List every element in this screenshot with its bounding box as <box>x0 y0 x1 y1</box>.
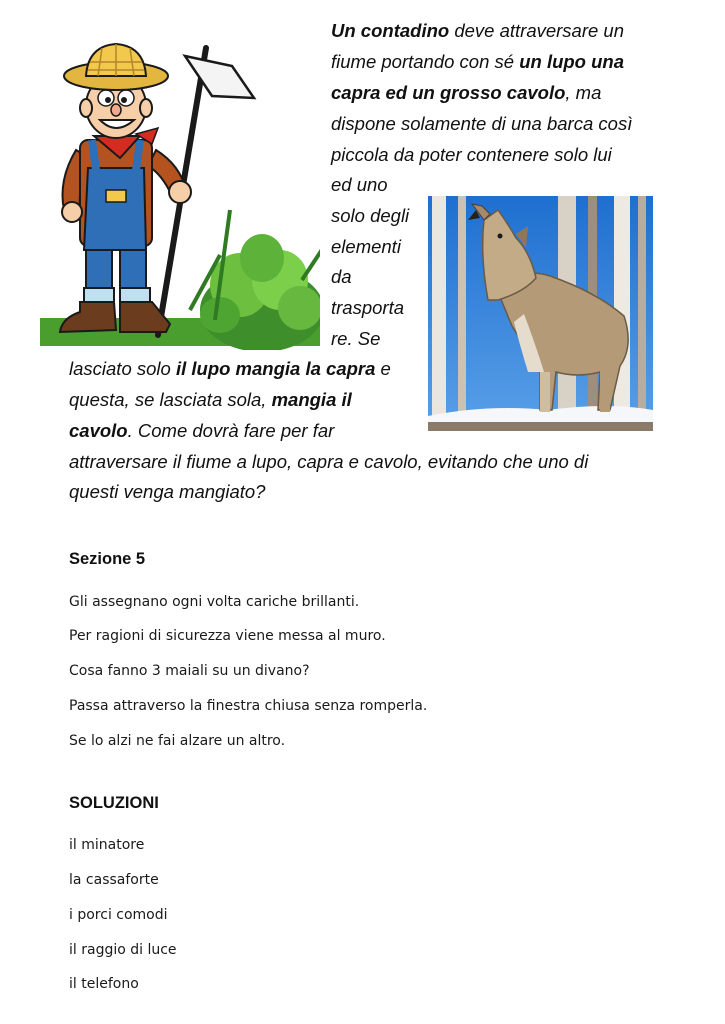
puzzle-line <box>331 296 404 320</box>
riddle-item: Cosa fanno 3 maiali su un divano? <box>69 663 310 679</box>
solution-item: il raggio di luce <box>69 942 177 958</box>
puzzle-text-run: piccola da poter contenere solo lui <box>331 144 612 165</box>
puzzle-line <box>331 50 624 74</box>
riddle-item: Se lo alzi ne fai alzare un altro. <box>69 733 286 749</box>
puzzle-text-run: questa, se lasciata sola, <box>69 389 272 410</box>
puzzle-text-run: attraversare il fiume a lupo, capra e cavolo, evitando che uno di <box>69 451 589 472</box>
puzzle-bold-run: un lupo una <box>519 51 625 72</box>
puzzle-line <box>331 204 409 228</box>
puzzle-bold-run: capra ed un grosso cavolo <box>331 82 566 103</box>
puzzle-text-run: dispone solamente di una barca così <box>331 113 633 134</box>
puzzle-line <box>69 388 352 412</box>
puzzle-bold-run: mangia il <box>271 389 352 410</box>
puzzle-text-run: solo degli <box>331 205 410 226</box>
solution-item: la cassaforte <box>69 872 159 888</box>
solution-item: i porci comodi <box>69 907 168 923</box>
wolf-photo <box>428 196 653 431</box>
puzzle-line <box>331 265 352 289</box>
section5-title: Sezione 5 <box>69 550 146 568</box>
puzzle-line <box>331 112 632 136</box>
puzzle-line <box>69 450 588 474</box>
puzzle-text-run: questi venga mangiato? <box>69 481 266 502</box>
puzzle-line <box>69 480 265 504</box>
puzzle-text-run: re. Se <box>331 328 381 349</box>
puzzle-text-run: fiume portando con sé <box>331 51 520 72</box>
puzzle-line <box>331 81 601 105</box>
puzzle-text-run: da <box>331 266 352 287</box>
puzzle-text-run: ed uno <box>331 174 388 195</box>
farmer-illustration <box>40 40 320 350</box>
puzzle-text-run: deve attraversare un <box>449 20 625 41</box>
puzzle-text-run: . Come dovrà fare per far <box>127 420 335 441</box>
puzzle-bold-run: cavolo <box>69 420 128 441</box>
puzzle-text-run: , ma <box>565 82 602 103</box>
puzzle-line <box>331 173 388 197</box>
puzzle-bold-run: Un contadino <box>331 20 450 41</box>
puzzle-line <box>331 143 612 167</box>
puzzle-line <box>331 235 401 259</box>
puzzle-line <box>69 357 391 381</box>
puzzle-bold-run: il lupo mangia la capra <box>175 358 376 379</box>
solution-item: il minatore <box>69 837 145 853</box>
puzzle-line <box>331 327 380 351</box>
riddle-item: Gli assegnano ogni volta cariche brillanti. <box>69 594 360 610</box>
puzzle-text-run: e <box>375 358 391 379</box>
riddle-item: Per ragioni di sicurezza viene messa al muro. <box>69 628 386 644</box>
puzzle-text-run: lasciato solo <box>69 358 176 379</box>
solutions-title: SOLUZIONI <box>69 794 159 812</box>
riddle-item: Passa attraverso la finestra chiusa senza romperla. <box>69 698 428 714</box>
solution-item: il telefono <box>69 976 139 992</box>
puzzle-line <box>69 419 334 443</box>
puzzle-text-run: trasporta <box>331 297 405 318</box>
puzzle-line <box>331 19 624 43</box>
puzzle-text-run: elementi <box>331 236 401 257</box>
